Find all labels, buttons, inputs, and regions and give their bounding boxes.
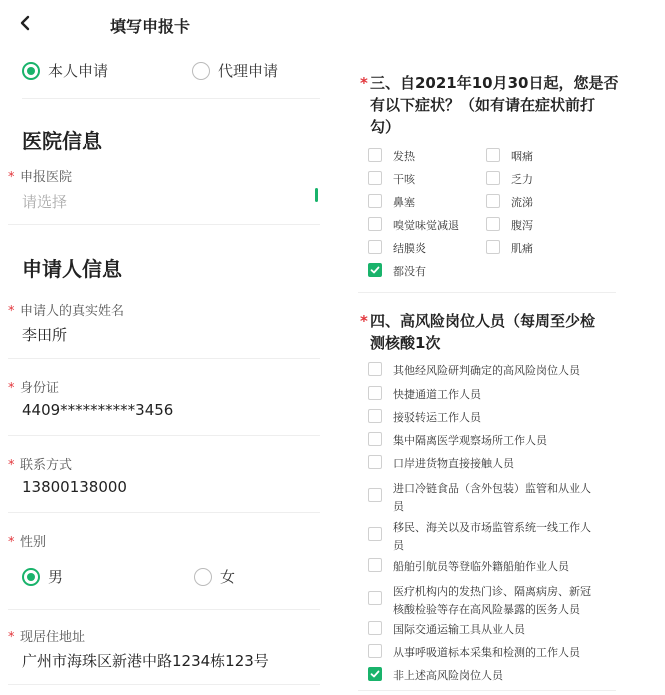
hospital-field-label-row bbox=[8, 166, 320, 185]
page-title: 填写申报卡 bbox=[109, 17, 190, 36]
phone-value[interactable]: 13800138000 bbox=[22, 478, 127, 496]
symptom-label: 发热 bbox=[393, 150, 415, 163]
q3-title-line-3: 勾） bbox=[370, 118, 401, 136]
right-form-column bbox=[340, 0, 665, 695]
risk-option[interactable] bbox=[368, 480, 591, 516]
risk-option-label-line: 医疗机构内的发热门诊、隔离病房、新冠 bbox=[393, 585, 591, 598]
q4-title-line-2: 测核酸1次 bbox=[370, 334, 441, 352]
apply-type-radio-group bbox=[22, 48, 320, 99]
checkbox-icon bbox=[368, 644, 382, 658]
symptom-label: 都没有 bbox=[393, 265, 426, 278]
checkbox-icon bbox=[486, 171, 500, 185]
name-label-row bbox=[8, 300, 320, 319]
checkbox-icon bbox=[368, 432, 382, 446]
symptom-option-diarrhea[interactable] bbox=[486, 217, 533, 235]
risk-option[interactable] bbox=[368, 621, 525, 639]
checkbox-icon bbox=[368, 409, 382, 423]
gender-label: 性别 bbox=[20, 535, 47, 550]
checkmark-icon bbox=[370, 265, 380, 275]
symptom-label: 腹泻 bbox=[511, 219, 533, 232]
required-star: * bbox=[8, 535, 15, 550]
risk-option-label-line: 员 bbox=[393, 500, 404, 513]
radio-unselected-icon bbox=[192, 62, 210, 80]
symptom-option-myalgia[interactable] bbox=[486, 240, 533, 258]
q3-symptom-options bbox=[368, 148, 608, 288]
hospital-label: 申报医院 bbox=[20, 170, 73, 185]
risk-option-label-line: 员 bbox=[393, 539, 404, 552]
id-card-value[interactable]: 4409**********3456 bbox=[22, 401, 174, 419]
risk-option-label: 集中隔离医学观察场所工作人员 bbox=[393, 434, 547, 447]
apply-proxy-label: 代理申请 bbox=[218, 62, 279, 80]
hospital-section-title: 医院信息 bbox=[22, 129, 102, 153]
checkbox-icon bbox=[368, 591, 382, 605]
required-star: * bbox=[8, 304, 15, 319]
risk-option-label bbox=[393, 480, 591, 516]
risk-option-none[interactable] bbox=[368, 667, 503, 685]
address-field[interactable] bbox=[8, 626, 320, 685]
radio-selected-icon bbox=[22, 568, 40, 586]
gender-female-label: 女 bbox=[220, 568, 236, 586]
risk-option-label-line: 进口冷链食品（含外包装）监管和从业人 bbox=[393, 482, 591, 495]
risk-option[interactable] bbox=[368, 432, 547, 450]
required-star: * bbox=[8, 381, 15, 396]
checkbox-icon bbox=[486, 148, 500, 162]
risk-option[interactable] bbox=[368, 644, 580, 662]
name-field[interactable] bbox=[8, 300, 320, 359]
radio-selected-icon bbox=[22, 62, 40, 80]
address-value[interactable]: 广州市海珠区新港中路1234栋123号 bbox=[22, 652, 269, 670]
q3-title-line-2: 有以下症状？（如有请在症状前打 bbox=[370, 96, 596, 114]
symptom-label: 肌痛 bbox=[511, 242, 533, 255]
phone-field[interactable] bbox=[8, 454, 320, 513]
checkbox-icon bbox=[368, 217, 382, 231]
risk-option-label: 非上述高风险岗位人员 bbox=[393, 669, 503, 682]
address-label-row bbox=[8, 626, 320, 645]
checkbox-icon bbox=[368, 362, 382, 376]
symptom-option-runny-nose[interactable] bbox=[486, 194, 533, 212]
gender-male-label: 男 bbox=[48, 568, 64, 586]
risk-option-label bbox=[393, 519, 591, 555]
risk-option-label-line: 移民、海关以及市场监管系统一线工作人 bbox=[393, 521, 591, 534]
q3-title-line-1: 三、自2021年10月30日起，您是否 bbox=[370, 74, 619, 92]
checkbox-icon bbox=[368, 488, 382, 502]
symptom-option-nasal-congestion[interactable] bbox=[368, 194, 415, 212]
risk-option[interactable] bbox=[368, 362, 580, 380]
risk-option-label: 国际交通运输工具从业人员 bbox=[393, 623, 525, 636]
checkbox-icon bbox=[368, 194, 382, 208]
required-star: * bbox=[8, 170, 15, 185]
symptom-label: 流涕 bbox=[511, 196, 533, 209]
apply-proxy-radio[interactable] bbox=[192, 60, 278, 81]
q4-title-line-1: 四、高风险岗位人员（每周至少检 bbox=[370, 312, 596, 330]
required-star: * bbox=[360, 312, 368, 330]
risk-option[interactable] bbox=[368, 519, 591, 555]
risk-option-label-line: 核酸检验等存在高风险暴露的医务人员 bbox=[393, 603, 580, 616]
id-card-label: 身份证 bbox=[20, 381, 60, 396]
hospital-field[interactable] bbox=[8, 166, 320, 225]
risk-option-label: 接驳转运工作人员 bbox=[393, 411, 481, 424]
gender-label-row bbox=[8, 531, 320, 550]
symptom-label: 鼻塞 bbox=[393, 196, 415, 209]
checkbox-icon bbox=[486, 194, 500, 208]
section-divider bbox=[358, 690, 616, 691]
required-star: * bbox=[8, 630, 15, 645]
risk-option-label: 快捷通道工作人员 bbox=[393, 388, 481, 401]
checkbox-icon bbox=[368, 527, 382, 541]
name-value[interactable]: 李田所 bbox=[22, 326, 68, 344]
checkbox-checked-icon bbox=[368, 667, 382, 681]
symptom-option-conjunctivitis[interactable] bbox=[368, 240, 426, 258]
symptom-option-none[interactable] bbox=[368, 263, 426, 281]
risk-option[interactable] bbox=[368, 386, 481, 404]
checkbox-icon bbox=[368, 240, 382, 254]
risk-option[interactable] bbox=[368, 583, 591, 619]
risk-option[interactable] bbox=[368, 558, 569, 576]
gender-female-radio[interactable] bbox=[194, 566, 235, 587]
symptom-label: 嗅觉味觉减退 bbox=[393, 219, 459, 232]
risk-option-label: 口岸进货物直接接触人员 bbox=[393, 457, 514, 470]
page-header bbox=[0, 0, 320, 48]
risk-option-label: 船舶引航员等登临外籍船舶作业人员 bbox=[393, 560, 569, 573]
radio-unselected-icon bbox=[194, 568, 212, 586]
scrollbar-indicator bbox=[315, 188, 318, 202]
checkbox-icon bbox=[368, 621, 382, 635]
symptom-label: 结膜炎 bbox=[393, 242, 426, 255]
risk-option[interactable] bbox=[368, 409, 481, 427]
symptom-option-sore-throat[interactable] bbox=[486, 148, 533, 166]
risk-option-label bbox=[393, 583, 591, 619]
left-form-column bbox=[0, 0, 320, 695]
id-card-label-row bbox=[8, 377, 320, 396]
checkbox-icon bbox=[368, 148, 382, 162]
section-divider bbox=[358, 292, 616, 293]
symptom-label: 干咳 bbox=[393, 173, 415, 186]
checkmark-icon bbox=[370, 669, 380, 679]
q4-title bbox=[360, 310, 620, 354]
symptom-option-smell-taste-loss[interactable] bbox=[368, 217, 459, 235]
hospital-select-placeholder[interactable]: 请选择 bbox=[22, 193, 68, 211]
address-label: 现居住地址 bbox=[20, 630, 86, 645]
checkbox-icon bbox=[486, 240, 500, 254]
gender-field bbox=[8, 531, 320, 610]
gender-radio-group bbox=[22, 560, 320, 600]
risk-option-label: 从事呼吸道标本采集和检测的工作人员 bbox=[393, 646, 580, 659]
symptom-option-dry-cough[interactable] bbox=[368, 171, 415, 189]
phone-label-row bbox=[8, 454, 320, 473]
checkbox-icon bbox=[486, 217, 500, 231]
symptom-label: 咽痛 bbox=[511, 150, 533, 163]
symptom-label: 乏力 bbox=[511, 173, 533, 186]
required-star: * bbox=[8, 458, 15, 473]
name-label: 申请人的真实姓名 bbox=[20, 304, 125, 319]
applicant-section-title: 申请人信息 bbox=[22, 257, 122, 281]
apply-self-label: 本人申请 bbox=[48, 62, 109, 80]
checkbox-checked-icon bbox=[368, 263, 382, 277]
checkbox-icon bbox=[368, 455, 382, 469]
phone-label: 联系方式 bbox=[20, 458, 73, 473]
checkbox-icon bbox=[368, 558, 382, 572]
gender-male-radio[interactable] bbox=[22, 566, 63, 587]
required-star: * bbox=[360, 74, 368, 92]
checkbox-icon bbox=[368, 171, 382, 185]
symptom-option-fever[interactable] bbox=[368, 148, 415, 166]
checkbox-icon bbox=[368, 386, 382, 400]
id-card-field[interactable] bbox=[8, 377, 320, 436]
q3-title bbox=[360, 72, 620, 138]
risk-option-label: 其他经风险研判确定的高风险岗位人员 bbox=[393, 364, 580, 377]
risk-option[interactable] bbox=[368, 455, 514, 473]
symptom-option-fatigue[interactable] bbox=[486, 171, 533, 189]
apply-self-radio[interactable] bbox=[22, 60, 108, 81]
